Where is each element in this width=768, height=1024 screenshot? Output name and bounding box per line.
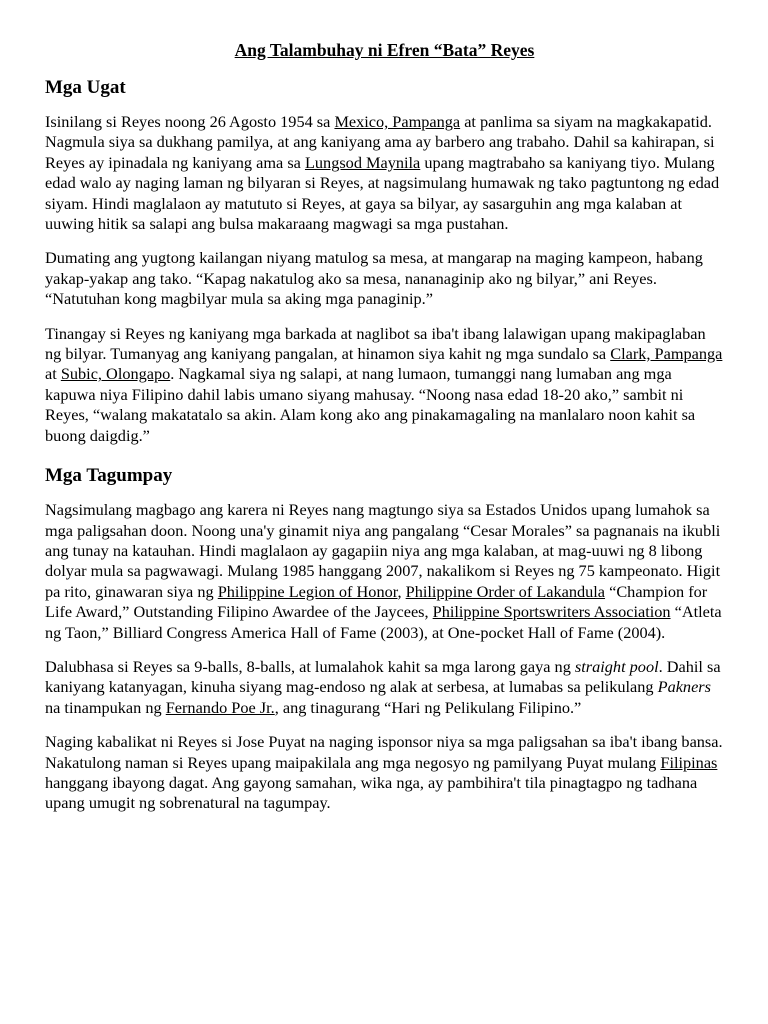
hyperlink[interactable]: Mexico, Pampanga xyxy=(334,112,461,131)
hyperlink[interactable]: Filipinas xyxy=(660,752,718,772)
section-heading-mga-ugat: Mga Ugat xyxy=(45,77,126,98)
text-run: na tinampukan ng xyxy=(45,697,166,717)
document-title: Ang Talambuhay ni Efren “Bata” Reyes xyxy=(234,40,535,60)
text-run: hanggang ibayong dagat. Ang gayong samahan, wika nga, ay pambihira't tila pinagtagpo ng tadhana upang umugit ng sobrenatural na tagumpay. xyxy=(45,772,698,813)
text-run: Naging kabalikat ni Reyes si Jose Puyat na naging isponsor niya sa mga paligsahan sa iba't ibang bansa. Nakatulong naman si Reyes upang maipakilala ang mga negosyo ng pamilyang Puyat mulang xyxy=(45,732,723,772)
text-run: “Atleta ng Taon,” Billiard Congress America Hall of Fame (2003), at One-pocket Hall of Fame (2004). xyxy=(45,602,722,642)
text-run: Nagsimulang magbago ang karera ni Reyes nang magtungo siya sa Estados Unidos upang lumahok sa mga paligsahan doon. Noong una'y ginamit niya ang pangalang “Cesar Morales” sa pagnanais na ikubli ang tunay na katauhan. Hindi maglalaon ay gagapiin niya ang mga kalaban, at mag-uuwi ng 8 libong dolyar mula sa pagwawagi. Mulang 1985 hanggang 2007, nakalikom si Reyes ng 75 kampeonato. Higit pa rito, ginawaran siya ng xyxy=(45,500,721,601)
text-run: , xyxy=(397,581,406,601)
hyperlink[interactable]: Philippine Sportswriters Association xyxy=(432,602,671,622)
text-run: Dalubhasa si Reyes sa 9-balls, 8-balls, at lumalahok kahit sa mga larong gaya ng xyxy=(45,656,575,676)
text-run: at panlima sa siyam na magkakapatid. Nagmula siya sa dukhang pamilya, at ang kaniyang ama ay barbero ang trabaho. Dahil sa kahirapan, si Reyes ay ipinadala ng kaniyang ama sa xyxy=(45,112,715,172)
paragraph xyxy=(45,657,724,718)
text-run: Dumating ang yugtong kailangan niyang matulog sa mesa, at mangarap na maging kampeon, habang yakap-yakap ang tako. “Kapag nakatulog ako sa mesa, nananaginip ako ng bilyar,” ani Reyes. “Natutuhan kong magbilyar mula sa aking mga panaginip.” xyxy=(45,248,703,309)
text-run: at xyxy=(45,364,61,384)
hyperlink[interactable]: Philippine Order of Lakandula xyxy=(405,581,606,601)
italic-text: straight pool xyxy=(574,656,659,676)
text-run: Tinangay si Reyes ng kaniyang mga barkada at naglibot sa iba't ibang lalawigan upang makipaglaban ng bilyar. Tumanyag ang kaniyang pangalan, at hinamon siya kahit ng mga sundalo sa xyxy=(45,323,706,364)
paragraph xyxy=(45,500,724,643)
hyperlink[interactable]: Fernando Poe Jr. xyxy=(165,697,275,717)
paragraph xyxy=(45,112,724,234)
paragraph xyxy=(45,324,724,446)
italic-text: Pakners xyxy=(657,677,711,697)
text-run: . Dahil sa kaniyang katanyagan, kinuha siyang mag-endoso ng alak at serbesa, at lumabas sa pelikulang xyxy=(45,656,721,697)
paragraph xyxy=(45,732,724,814)
text-run: upang magtrabaho sa kaniyang tiyo. Mulang edad walo ay naging laman ng bilyaran si Reyes, at nagsimulang humawak ng tako pagtuntong ng edad siyam. Hindi maglalaon ay matututo si Reyes, at gaya sa bilyar, ay sasarguhin ang mga kalaban at uuwing hitik sa salapi ang bulsa makaraang magwagi sa mga pustahan. xyxy=(45,152,720,234)
hyperlink[interactable]: Clark, Pampanga xyxy=(610,344,723,364)
text-run: Isinilang si Reyes noong 26 Agosto 1954 sa xyxy=(45,112,335,131)
hyperlink[interactable]: Subic, Olongapo xyxy=(60,364,171,384)
text-run: “Champion for Life Award,” Outstanding Filipino Awardee of the Jaycees, xyxy=(45,581,708,622)
paragraph xyxy=(45,248,724,309)
text-run: , ang tinagurang “Hari ng Pelikulang Filipino.” xyxy=(274,697,582,717)
hyperlink[interactable]: Lungsod Maynila xyxy=(304,152,421,172)
section-heading-mga-tagumpay: Mga Tagumpay xyxy=(45,465,173,487)
hyperlink[interactable]: Philippine Legion of Honor xyxy=(217,581,398,601)
text-run: . Nagkamal siya ng salapi, at nang lumaon, tumanggi nang lumaban ang mga kapuwa niya Filipino dahil labis umano siyang mahusay. “Noong nasa edad 18-20 ako,” sambit ni Reyes, “walang makatatalo sa akin. Alam kong ako ang pinakamagaling na manlalaro noon kahit sa buong daigdig.” xyxy=(45,364,696,445)
